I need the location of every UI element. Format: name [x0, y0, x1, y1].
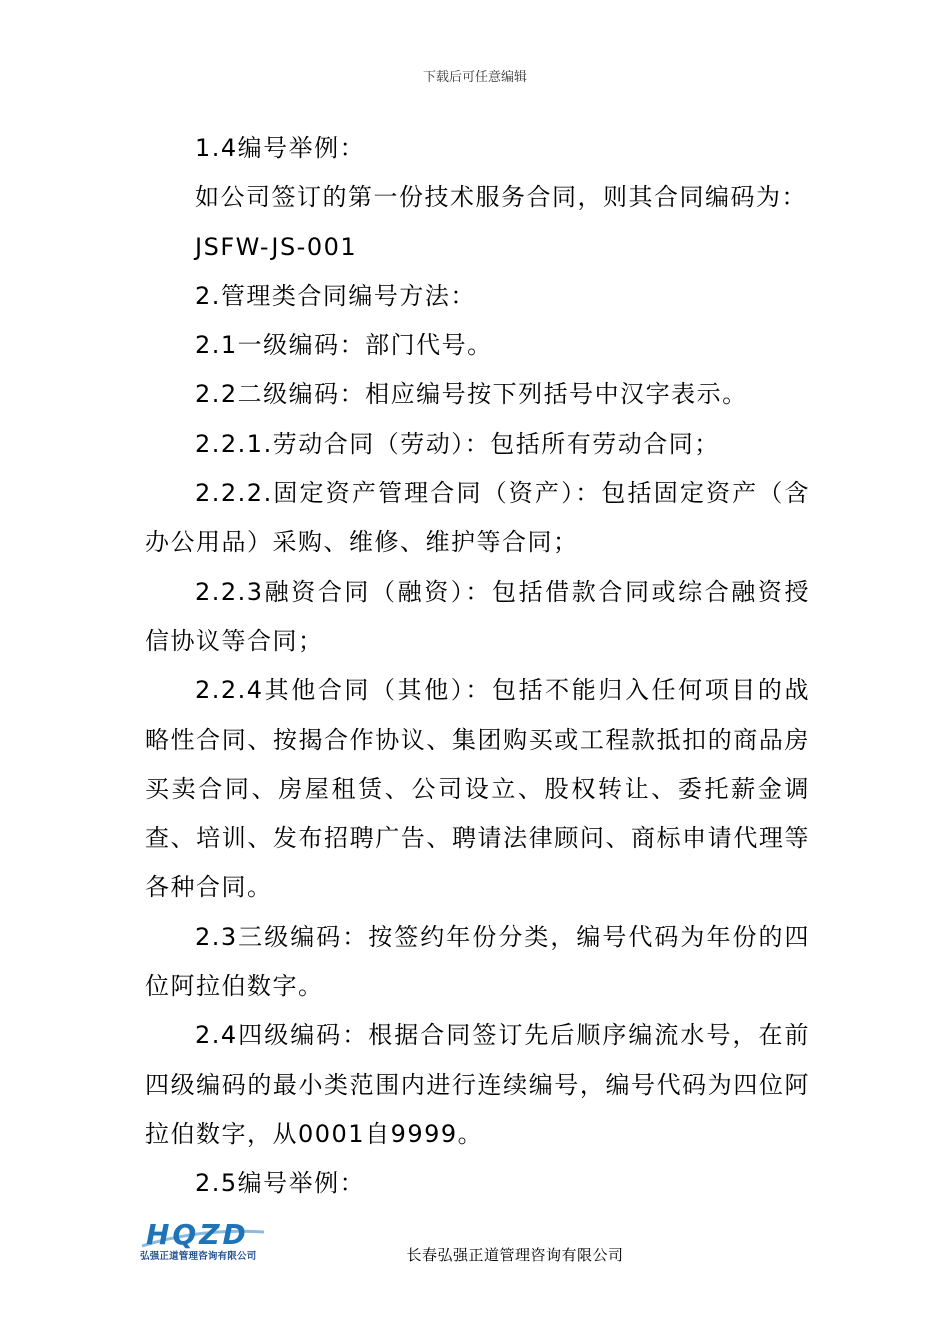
paragraph: JSFW-JS-001: [195, 232, 358, 261]
paragraph: 如公司签订的第一份技术服务合同，则其合同编码为：: [195, 183, 807, 212]
paragraph: 2.2二级编码：相应编号按下列括号中汉字表示。: [195, 380, 748, 409]
page-header-note: 下载后可任意编辑: [422, 70, 527, 85]
paragraph: 2.2.3融资合同（融资）：包括借款合同或综合融资授信协议等合同；: [145, 577, 810, 655]
paragraph: 2.2.1.劳动合同（劳动）：包括所有劳动合同；: [195, 429, 720, 458]
paragraph: 2.3三级编码：按签约年份分类，编号代码为年份的四位阿拉伯数字。: [145, 922, 810, 1001]
logo-subtitle: 弘强正道管理咨询有限公司: [140, 1251, 257, 1262]
paragraph: 1.4编号举例：: [195, 134, 366, 162]
footer-company-name: 长春弘强正道管理咨询有限公司: [406, 1246, 624, 1264]
paragraph: 2.1一级编码：部门代号。: [195, 331, 493, 360]
paragraph: 2.2.4其他合同（其他）：包括不能归入任何项目的战略性合同、按揭合作协议、集团购买或工程款抵扣的商品房买卖合同、房屋租赁、公司设立、股权转让、委托薪金调查、培训、发布招聘广告、聘请法律顾问、商标申请代理等各种合同。: [145, 676, 810, 902]
paragraph: 2.管理类合同编号方法：: [195, 281, 476, 310]
paragraph: 2.4四级编码：根据合同签订先后顺序编流水号，在前四级编码的最小类范围内进行连续编号，编号代码为四位阿拉伯数字，从0001自9999。: [145, 1021, 810, 1148]
paragraph: 2.5编号举例：: [195, 1169, 366, 1198]
logo-letters: HQZD: [146, 1218, 249, 1251]
page-footer: [0, 1216, 950, 1266]
paragraph: 2.2.2.固定资产管理合同（资产）：包括固定资产（含办公用品）采购、维修、维护等合同；: [145, 479, 810, 557]
document-body: [145, 124, 810, 1209]
